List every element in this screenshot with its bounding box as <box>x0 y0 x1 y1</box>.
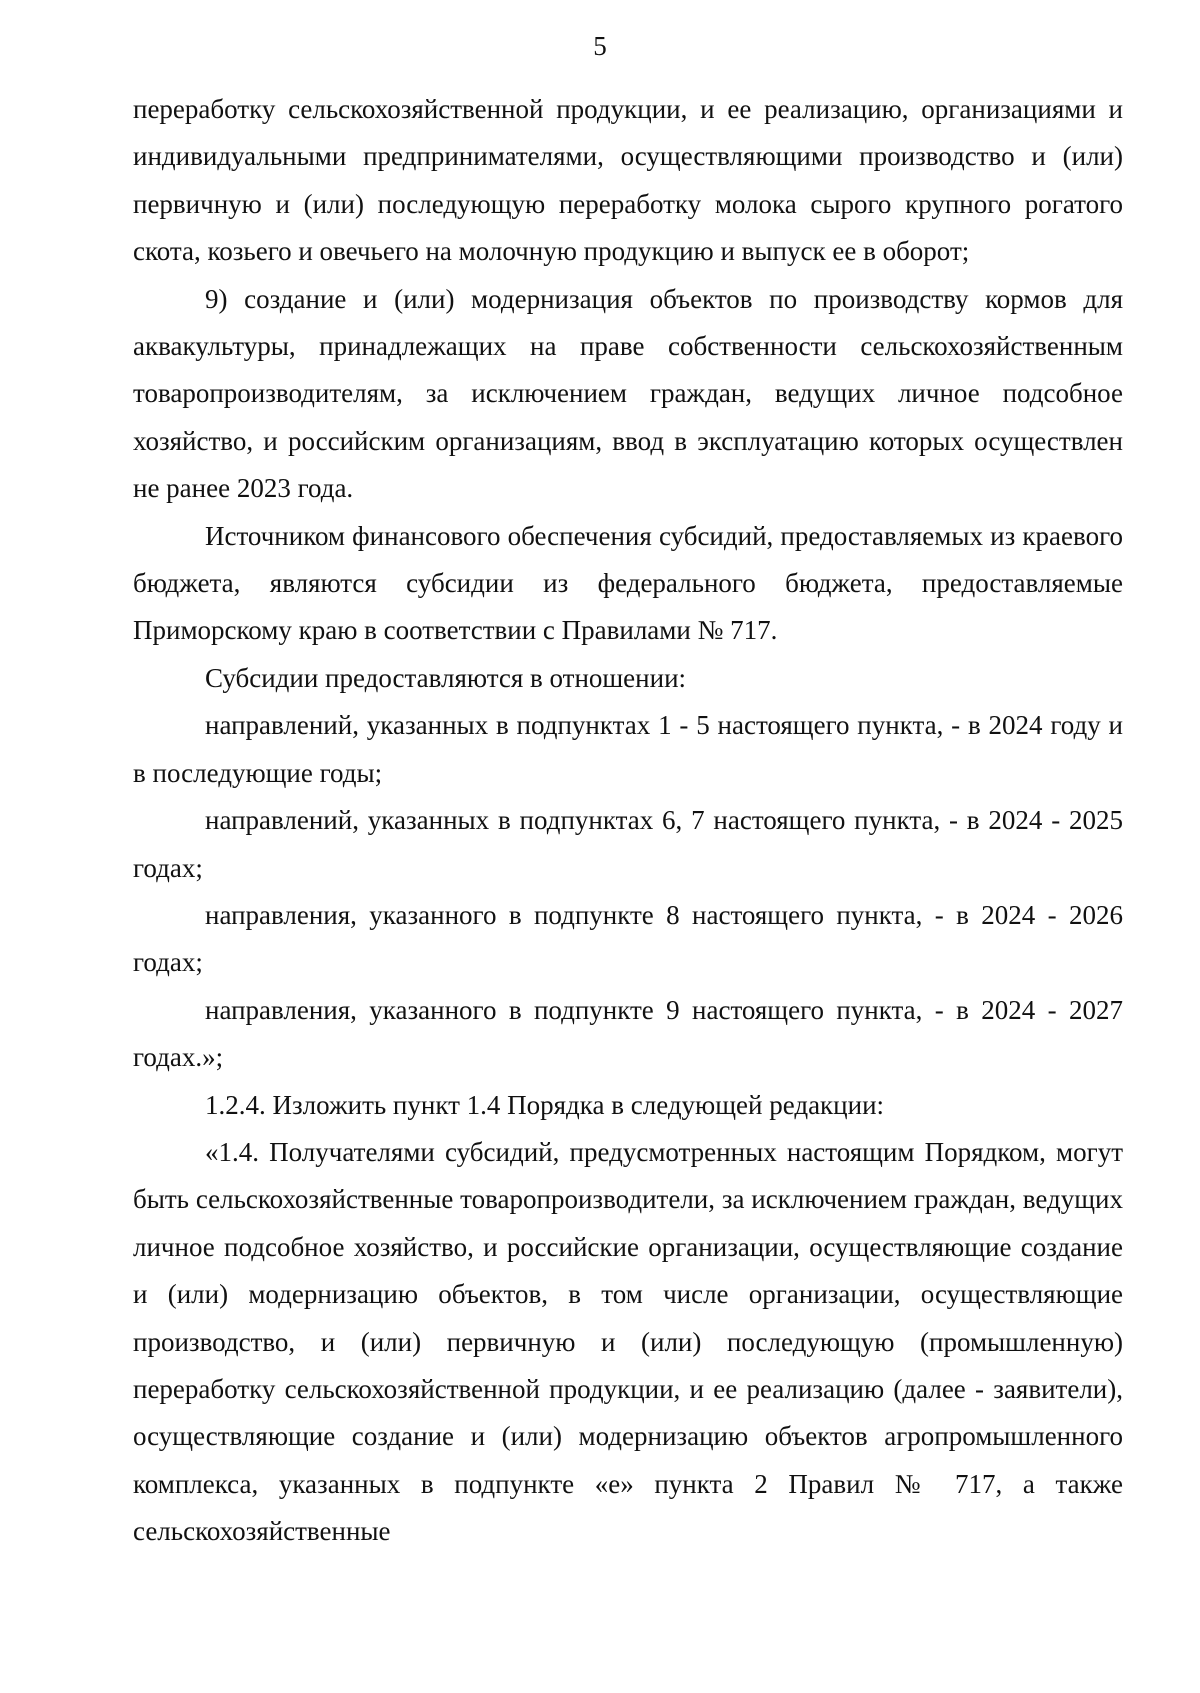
paragraph-continuation: переработку сельскохозяйственной продукции, и ее реализацию, организациями и индивидуальными предпринимателями, осуществляющими производство и (или) первичную и (или) последующую переработку молока сырого крупного рогатого скота, козьего и овечьего на молочную продукцию и выпуск ее в оборот; <box>133 94 1123 267</box>
paragraph-funding-source: Источником финансового обеспечения субсидий, предоставляемых из краевого бюджета, являются субсидии из федерального бюджета, предоставляемые Приморскому краю в соответствии с Правилами № 717. <box>133 520 1123 646</box>
paragraph-1-4: «1.4. Получателями субсидий, предусмотренных настоящим Порядком, могут быть сельскохозяйственные товаропроизводители, за исключением граждан, ведущих личное подсобное хозяйство, и российские организации, осуществляющие создание и (или) модернизацию объектов, в том числе организации, осуществляющие производство, и (или) первичную и (или) последующую (промышленную) переработку сельскохозяйственной продукции, и ее реализацию (далее - заявители), осуществляющие создание и (или) модернизацию объектов агропромышленного комплекса, указанных в подпункте «е» пункта 2 Правил № 717, а также сельскохозяйственные <box>133 1136 1123 1547</box>
paragraph-item-9: 9) создание и (или) модернизация объектов по производству кормов для аквакультуры, принадлежащих на праве собственности сельскохозяйственным товаропроизводителям, за исключением граждан, ведущих личное подсобное хозяйство, и российским организациям, ввод в эксплуатацию которых осуществлен не ранее 2023 года. <box>133 283 1123 504</box>
paragraph-direction-8: направления, указанного в подпункте 8 настоящего пункта, - в 2024 - 2026 годах; <box>133 899 1123 978</box>
paragraph-1-2-4: 1.2.4. Изложить пункт 1.4 Порядка в следующей редакции: <box>205 1089 885 1120</box>
paragraph-direction-9: направления, указанного в подпункте 9 настоящего пункта, - в 2024 - 2027 годах.»; <box>133 994 1123 1073</box>
paragraph-directions-1-5: направлений, указанных в подпунктах 1 - 5 настоящего пункта, - в 2024 году и в последующие годы; <box>133 710 1123 788</box>
paragraph-directions-6-7: направлений, указанных в подпунктах 6, 7 настоящего пункта, - в 2024 - 2025 годах; <box>133 805 1123 883</box>
document-body <box>133 86 1123 1556</box>
paragraph-subsidies-intro: Субсидии предоставляются в отношении: <box>205 662 687 693</box>
page-number: 5 <box>593 31 607 61</box>
